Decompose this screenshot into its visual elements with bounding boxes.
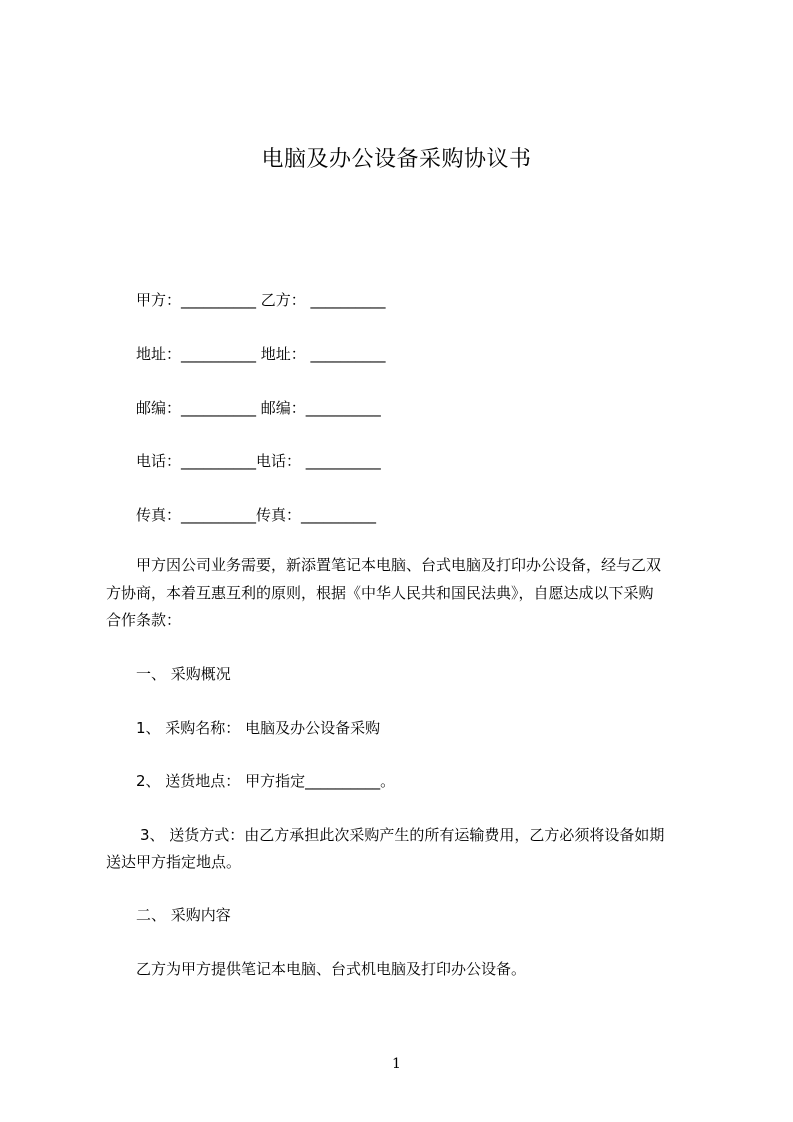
document-title: 电脑及办公设备采购协议书 — [261, 147, 532, 172]
party-line-fax: 传真：__________传真：__________ — [136, 506, 377, 524]
party-line-address: 地址：__________ 地址： __________ — [136, 345, 386, 363]
party-line-phone: 电话：__________电话： __________ — [136, 452, 381, 470]
section-2-heading: 二、 采购内容 — [136, 906, 231, 924]
intro-line-3: 合作条款： — [106, 611, 182, 629]
section-1-item-3-line-1: 3、 送货方式：由乙方承担此次采购产生的所有运输费用，乙方必须将设备如期 — [140, 826, 665, 844]
section-1-item-1: 1、 采购名称： 电脑及办公设备采购 — [136, 719, 381, 737]
section-2-text: 乙方为甲方提供笔记本电脑、台式机电脑及打印办公设备。 — [136, 960, 527, 978]
party-line-postcode: 邮编：__________ 邮编：__________ — [136, 399, 381, 417]
page-number: 1 — [392, 1056, 401, 1072]
intro-line-2: 方协商，本着互惠互利的原则，根据《中华人民共和国民法典》，自愿达成以下采购 — [106, 584, 654, 602]
section-1-item-3-line-2: 送达甲方指定地点。 — [106, 853, 242, 871]
intro-line-1: 甲方因公司业务需要，新添置笔记本电脑、台式电脑及打印办公设备，经与乙双 — [136, 556, 662, 574]
section-1-heading: 一、 采购概况 — [136, 665, 231, 683]
section-1-item-2: 2、 送货地点： 甲方指定__________。 — [136, 772, 396, 790]
party-line-name: 甲方：__________ 乙方： __________ — [136, 291, 386, 309]
